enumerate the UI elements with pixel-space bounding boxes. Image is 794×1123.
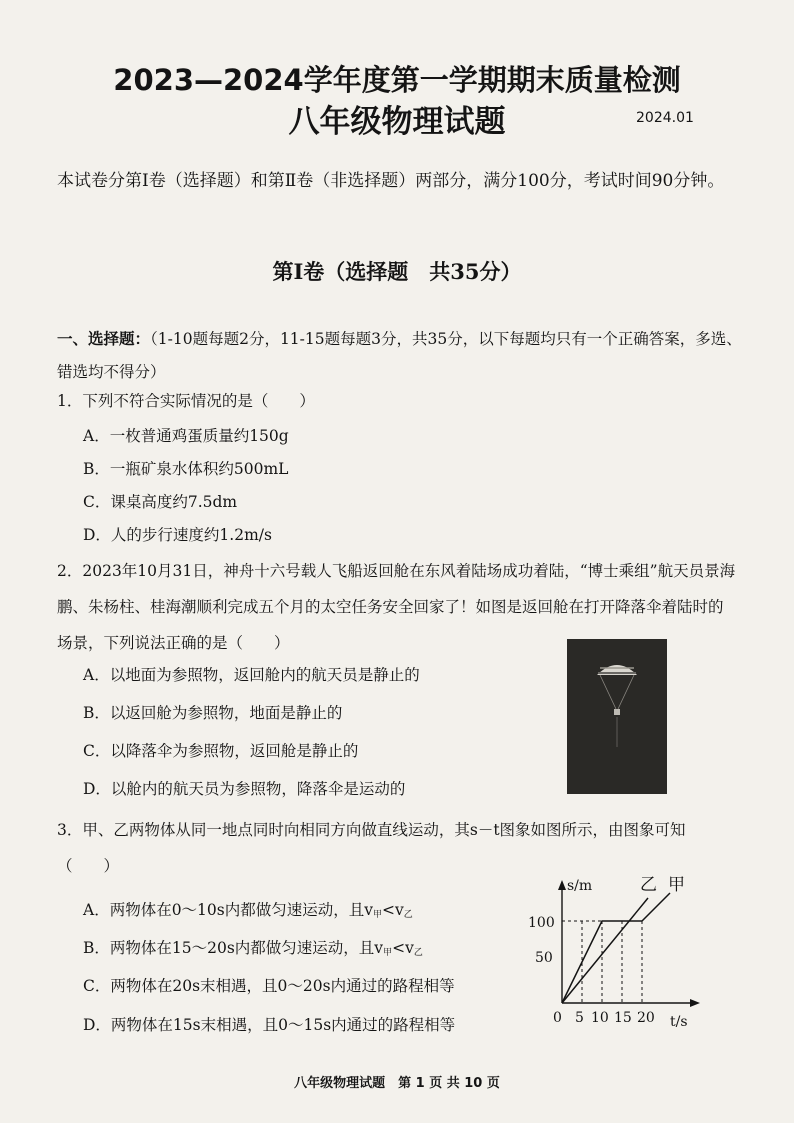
question-1-option-c: C．课桌高度约7.5dm — [83, 493, 238, 511]
parachute-illustration — [567, 639, 667, 794]
exam-subtitle: 八年级物理试题 — [288, 104, 506, 140]
x-axis-label: t/s — [670, 1014, 688, 1030]
exam-date: 2024.01 — [636, 110, 694, 126]
section-title: 第Ⅰ卷（选择题 共35分） — [272, 259, 522, 284]
question-3-option-a: A．两物体在0～10s内都做匀速运动，且$v_甲<v_乙$ — [83, 901, 413, 920]
line-yi — [562, 898, 648, 1003]
x-tick-0: 0 — [553, 1010, 562, 1026]
question-3-option-c: C．两物体在20s末相遇，且0～20s内通过的路程相等 — [83, 977, 455, 995]
line-label-yi: 乙 — [640, 875, 657, 895]
line-label-jia: 甲 — [668, 875, 685, 895]
x-tick-15: 15 — [614, 1010, 632, 1026]
page-footer: 八年级物理试题 第 1 页 共 10 页 — [294, 1076, 500, 1091]
x-tick-20: 20 — [637, 1010, 655, 1026]
y-tick-100: 100 — [528, 915, 555, 931]
x-tick-5: 5 — [575, 1010, 584, 1026]
question-2-stem: 2．2023年10月31日，神舟十六号载人飞船返回舱在东风着陆场成功着陆，“博士乘组”航天员景海鹏、朱杨柱、桂海潮顺利完成五个月的太空任务安全回家了！如图是返回舱在打开降落伞着陆时的场景，下列说法正确的是（ ） — [57, 562, 736, 652]
exam-intro: 本试卷分第Ⅰ卷（选择题）和第Ⅱ卷（非选择题）两部分，满分100分，考试时间90分钟。 — [57, 171, 725, 191]
part-instructions — [57, 322, 747, 389]
parachute-photo — [567, 639, 667, 794]
question-3-stem: 3．甲、乙两物体从同一地点同时向相同方向做直线运动，其s－t图象如图所示，由图象可知（ ） — [57, 821, 686, 875]
part-label: 一、选择题： — [57, 329, 151, 348]
st-graph — [524, 868, 704, 1042]
question-2-option-d: D．以舱内的航天员为参照物，降落伞是运动的 — [83, 780, 406, 798]
question-2-option-b: B．以返回舱为参照物，地面是静止的 — [83, 704, 343, 722]
part-instruction-text: （1-10题每题2分，11-15题每题3分，共35分，以下每题均只有一个正确答案，多选、错选均不得分） — [57, 330, 742, 381]
exam-title: 2023—2024学年度第一学期期末质量检测 — [113, 63, 681, 97]
question-1-option-b: B．一瓶矿泉水体积约500mL — [83, 460, 289, 478]
line-jia — [562, 893, 670, 1003]
question-2-option-c: C．以降落伞为参照物，返回舱是静止的 — [83, 742, 359, 760]
question-1-option-a: A．一枚普通鸡蛋质量约150g — [83, 427, 289, 445]
question-3-option-b: B．两物体在15～20s内都做匀速运动，且$v_甲<v_乙$ — [83, 939, 423, 958]
question-1-option-d: D．人的步行速度约1.2m/s — [83, 526, 272, 544]
y-axis-label: s/m — [567, 878, 593, 894]
x-axis-arrow — [690, 999, 700, 1007]
y-axis-arrow — [558, 880, 566, 890]
question-1-stem: 1．下列不符合实际情况的是（ ） — [57, 392, 315, 410]
x-tick-10: 10 — [591, 1010, 609, 1026]
y-tick-50: 50 — [535, 950, 553, 966]
question-2-option-a: A．以地面为参照物，返回舱内的航天员是静止的 — [83, 666, 420, 684]
question-3-option-d: D．两物体在15s末相遇，且0～15s内通过的路程相等 — [83, 1016, 456, 1034]
